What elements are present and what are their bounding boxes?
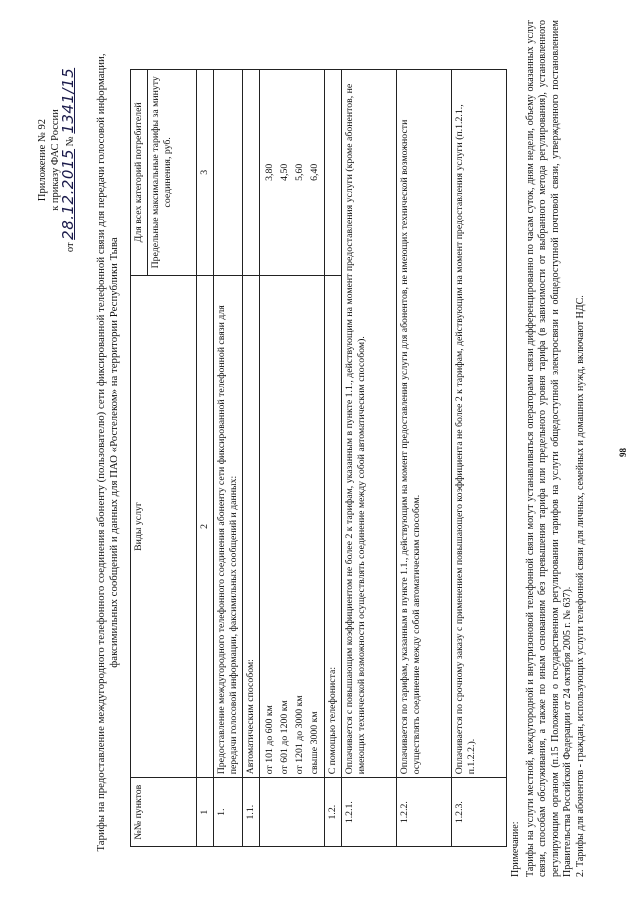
row-text: Предоставление междугородного телефонного соединения абоненту сети фиксированной телефонной связи для передачи голосовой информации, факсимильных сообщений и данных: [214,275,243,778]
col-number-1: 1 [197,778,214,847]
tariff-values [260,70,325,276]
row-text: Оплачивается по срочному заказу с применением повышающего коэффициента не более 2 к тарифам, действующим на момент предоставления услуги (п.1.2.1., п.1.2.2.). [452,70,507,778]
order-number: 1341/15 [59,67,77,134]
row-text: Оплачивается по тарифам, указанным в пункте 1.1., действующим на момент предоставления услуги для абонентов, не имеющих технической возможности осуществлять соединение между собой автоматическим способом. [397,70,452,778]
date-prefix: от [65,242,76,253]
row-text: С помощью телефониста: [325,275,342,778]
document-title: Тарифы на предоставление междугородного телефонного соединения абоненту (пользователю) сети фиксированной телефонной связи для передачи голосовой информации, факсимильных сообщений и данных для ПАО «Ростелеком» на территории Республики Тыва [95,53,120,852]
row-text: Автоматическим способом: [243,275,260,778]
header-group: Для всех категорий потребителей [131,70,148,276]
table-row [243,70,260,847]
table-row [452,70,507,847]
row-num: 1.2.3. [452,778,507,847]
row-num: 1. [214,778,243,847]
tariff-table [130,69,507,847]
table-row [397,70,452,847]
row-text: Оплачивается с повышающим коэффициентом не более 2 к тарифам, указанным в пункте 1.1., действующим на момент предоставления услуги (кроме абонентов, не имеющих технической возможности осуществлять соединение между собой автоматическим способом). [342,70,397,778]
row-num: 1.2.2. [397,778,452,847]
table-row [260,70,325,847]
row-num: 1.2. [325,778,342,847]
table-row [342,70,397,847]
appendix-date-line [59,10,77,310]
appendix-order: к приказу ФАС России [50,109,61,211]
number-prefix: № [65,136,76,147]
header-row [131,70,148,847]
row-num: 1.1. [243,778,260,847]
tariff-value: 3,80 [264,163,275,181]
range-label: от 1201 до 3000 км [294,695,305,775]
notes-block [510,20,587,877]
tariff-value: 6,40 [309,163,320,181]
notes-heading: Примечание: [510,821,521,877]
col-number-2: 2 [197,275,214,778]
table-row [325,70,342,847]
page-number: 98 [618,448,628,457]
header-num: №№ пунктов [131,778,197,847]
table-row [214,70,243,847]
appendix-block [36,10,77,310]
column-numbers-row [197,70,214,847]
row-num: 1.2.1. [342,778,397,847]
range-label: от 101 до 600 км [264,705,275,775]
header-service: Виды услуг [131,275,197,778]
note-1: Тарифы на услуги местной, междугородной и внутризоновой телефонной связи могут устанавливаться операторами связи дифференцированно по часам суток, дням недели, объему оказанных услуг связи, способам обслуживания, а также по иным основаниям без превышения тарифа или предельного уровня тарифа (в зависимости от выбранного метода регулирования), установленного регулирующим органом (п.15 Положения о государственном регулировании тарифов на услуги общедоступной электросвязи и общедоступной почтовой связи, утвержденного постановлением Правительства Российской Федерации от 24 октября 2005 г. № 637). [524,20,573,877]
range-label: свыше 3000 км [309,711,320,775]
range-label: от 601 до 1200 км [279,700,290,775]
note-2: 2. Тарифы для абонентов - граждан, использующих услуги телефонной связи для личных, семейных и домашних нужд, включают НДС. [574,295,586,877]
order-date: 28.12.2015 [59,148,77,240]
header-tariff: Предельные максимальные тарифы за минуту соединения, руб. [148,70,197,276]
distance-ranges [260,275,325,778]
col-number-3: 3 [197,70,214,276]
appendix-number: Приложение № 92 [37,118,48,202]
tariff-value: 4,50 [279,163,290,181]
tariff-value: 5,60 [294,163,305,181]
